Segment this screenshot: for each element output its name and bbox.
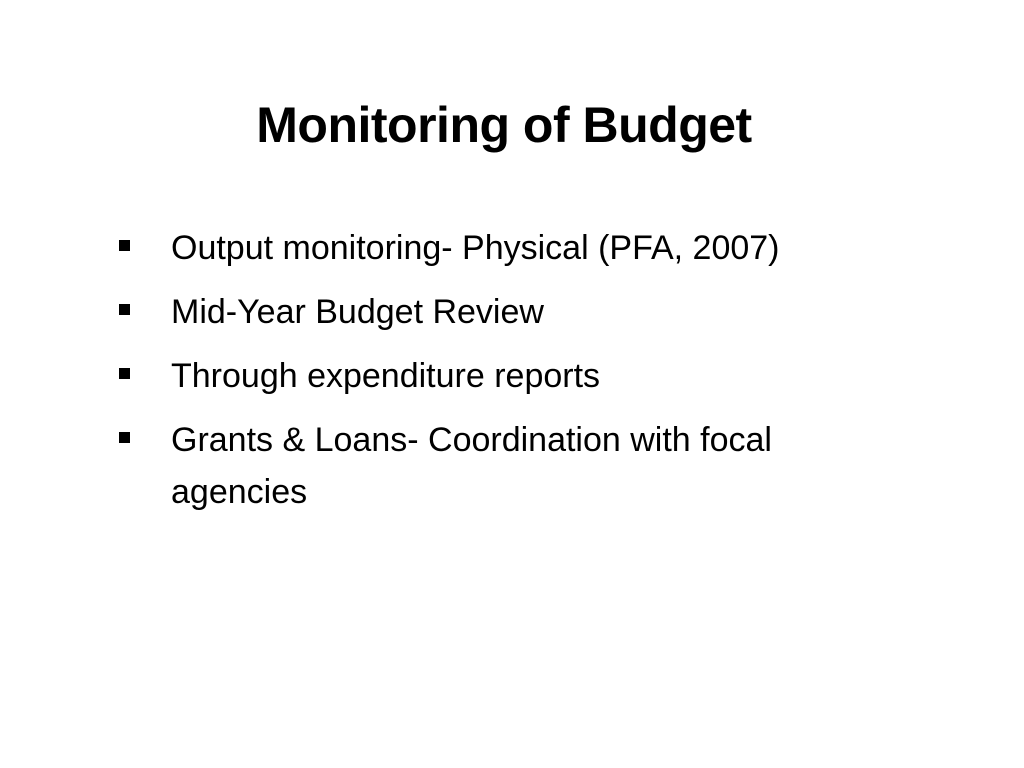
bullet-text: Output monitoring- Physical (PFA, 2007) — [171, 229, 780, 267]
bullet-item — [113, 414, 833, 518]
bullet-text: Mid-Year Budget Review — [171, 293, 544, 331]
slide-title: Monitoring of Budget — [256, 97, 752, 153]
bullet-item — [113, 222, 833, 274]
square-bullet-icon — [119, 240, 130, 251]
square-bullet-icon — [119, 432, 130, 443]
bullet-text: Grants & Loans- Coordination with focal agencies — [171, 421, 772, 511]
bullet-item — [113, 286, 833, 338]
bullet-list — [113, 222, 833, 530]
bullet-item — [113, 350, 833, 402]
bullet-text: Through expenditure reports — [171, 357, 601, 395]
square-bullet-icon — [119, 304, 130, 315]
square-bullet-icon — [119, 368, 130, 379]
